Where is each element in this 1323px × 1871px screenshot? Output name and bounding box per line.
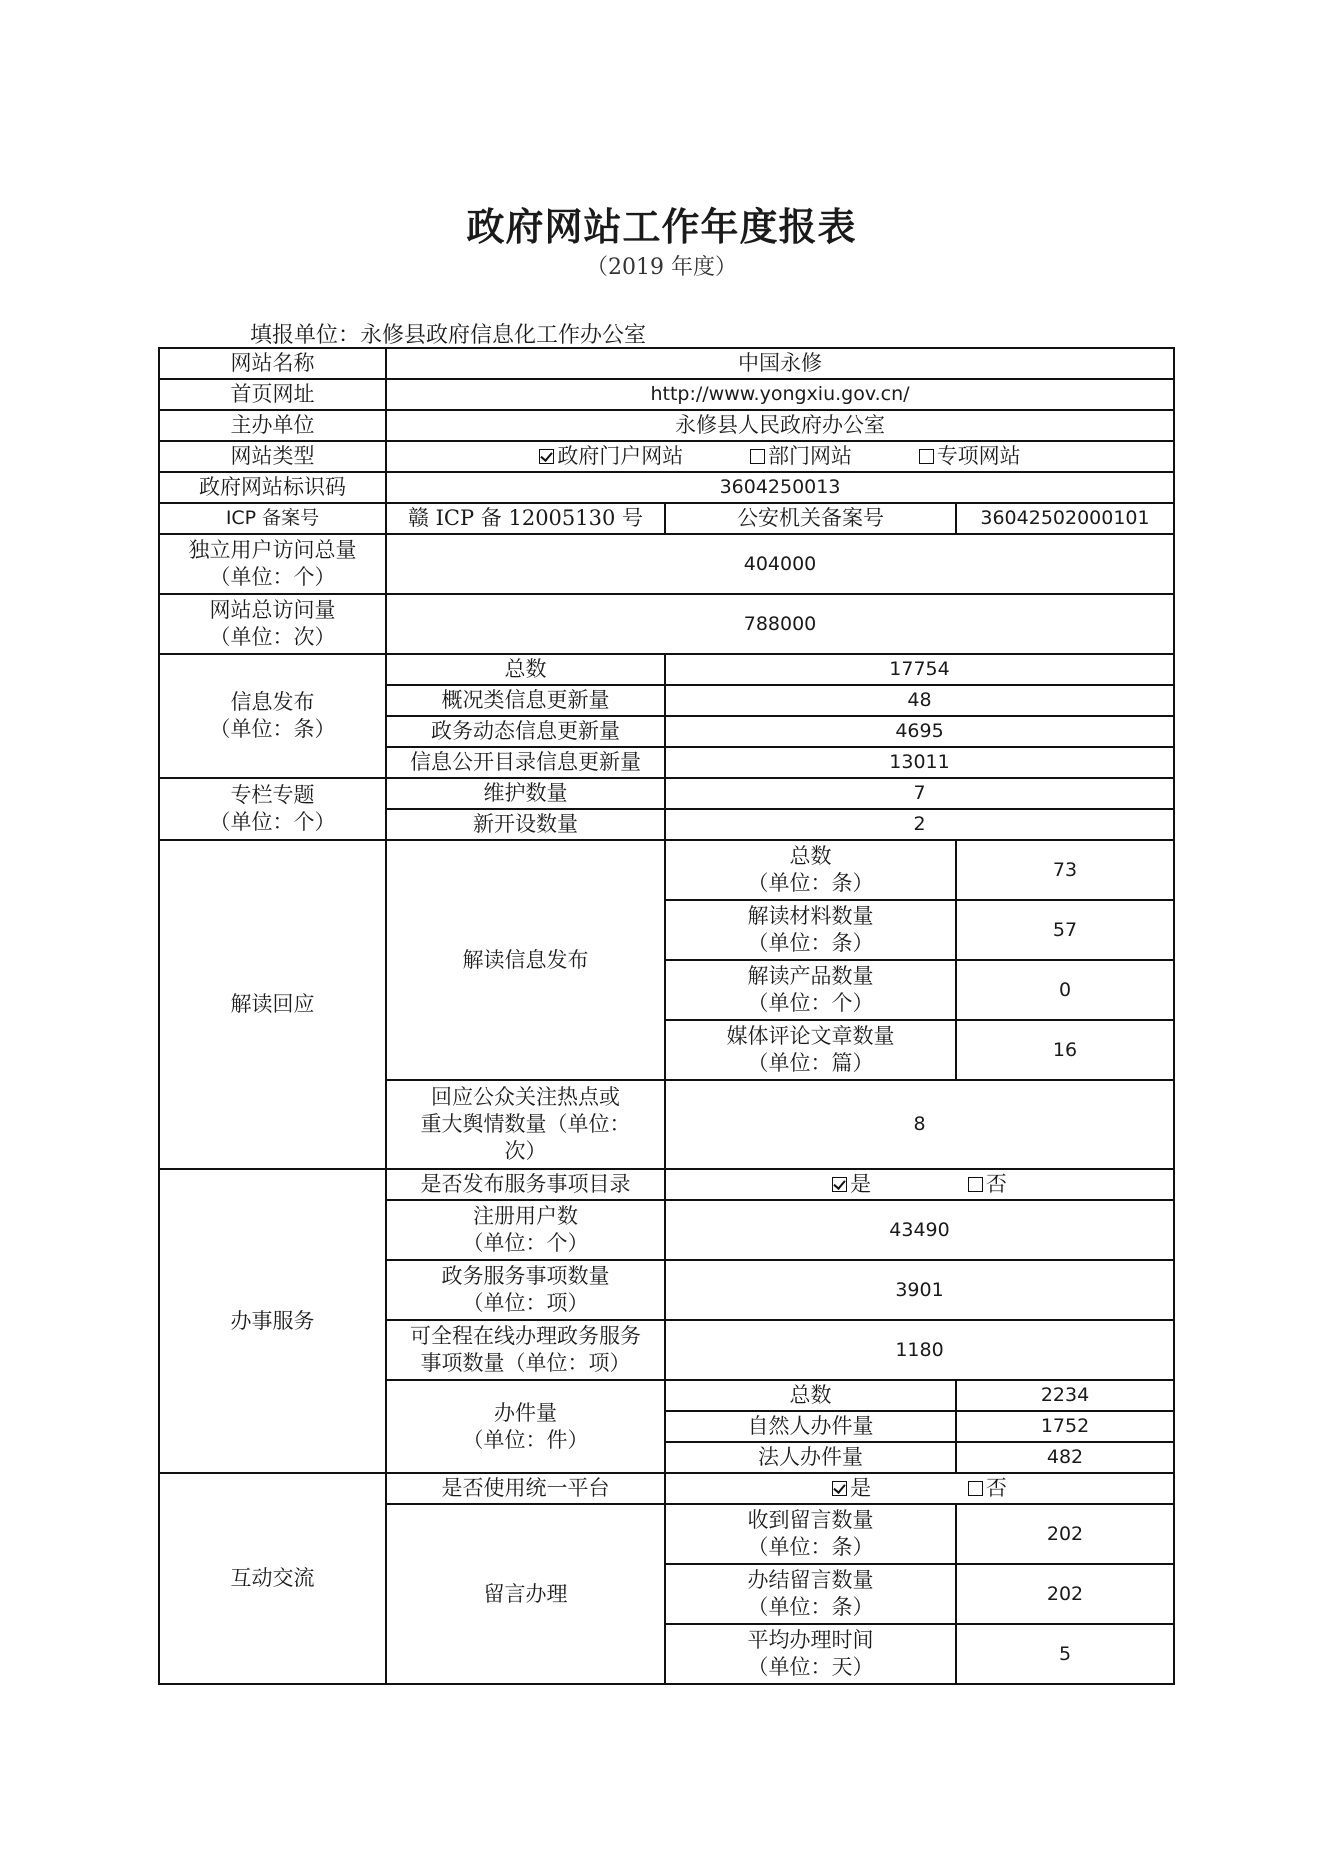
row-site-type — [159, 441, 1174, 472]
handled-unit: （单位：件） — [462, 1427, 589, 1452]
handled-item-value: 1752 — [956, 1411, 1174, 1442]
row-host — [159, 410, 1174, 441]
type-option-label: 专项网站 — [936, 444, 1021, 468]
info-item-value: 4695 — [665, 716, 1174, 747]
page-title: 政府网站工作年度报表 — [466, 205, 857, 249]
msg-item-title: 收到留言数量 — [747, 1508, 874, 1532]
checkbox-checked-icon — [539, 449, 554, 464]
no-label: 否 — [985, 1172, 1007, 1196]
handled-item-value: 2234 — [956, 1380, 1174, 1411]
type-option-special[interactable] — [919, 443, 1021, 470]
platform-no-option[interactable] — [968, 1475, 1007, 1502]
report-table — [158, 347, 1175, 1685]
items-unit: （单位：项） — [462, 1291, 589, 1315]
site-name-label: 网站名称 — [159, 348, 386, 379]
columns-item-value: 2 — [665, 809, 1174, 840]
response-label-line: 次） — [504, 1139, 547, 1163]
online-label-line: 可全程在线办理政务服务 — [410, 1324, 641, 1348]
msg-item-value: 202 — [956, 1564, 1174, 1624]
uv-unit: （单位：个） — [209, 565, 336, 589]
interpret-item-label — [665, 960, 956, 1020]
yes-label: 是 — [850, 1172, 872, 1196]
row-site-id — [159, 472, 1174, 503]
interpret-item-unit: （单位：条） — [747, 871, 874, 895]
homepage-url[interactable]: http://www.yongxiu.gov.cn/ — [386, 379, 1174, 410]
yes-label: 是 — [850, 1476, 872, 1500]
platform-choice — [665, 1473, 1174, 1504]
online-label — [386, 1320, 665, 1380]
interpret-item-value: 73 — [956, 840, 1174, 900]
columns-section-label — [159, 778, 386, 840]
response-label-line: 回应公众关注热点或 — [431, 1085, 620, 1109]
interpret-section-label: 解读回应 — [159, 840, 386, 1169]
columns-item-label: 新开设数量 — [386, 809, 665, 840]
row-columns-maintain — [159, 778, 1174, 809]
interpret-item-unit: （单位：篇） — [747, 1051, 874, 1075]
catalog-yes-option[interactable] — [832, 1171, 871, 1198]
police-label: 公安机关备案号 — [665, 503, 956, 534]
info-item-value: 17754 — [665, 654, 1174, 685]
pv-label — [159, 594, 386, 654]
catalog-choice — [665, 1169, 1174, 1200]
checkbox-empty-icon — [919, 449, 934, 464]
info-title: 信息发布 — [230, 690, 315, 714]
filler-unit: 填报单位：永修县政府信息化工作办公室 — [250, 323, 647, 348]
interpret-item-label — [665, 900, 956, 960]
items-label — [386, 1260, 665, 1320]
uv-value: 404000 — [386, 534, 1174, 594]
interpret-item-value: 16 — [956, 1020, 1174, 1080]
items-title: 政务服务事项数量 — [441, 1264, 610, 1288]
msg-item-unit: （单位：条） — [747, 1595, 874, 1619]
catalog-label: 是否发布服务事项目录 — [386, 1169, 665, 1200]
interpret-item-label — [665, 1020, 956, 1080]
row-service-catalog — [159, 1169, 1174, 1200]
handled-item-value: 482 — [956, 1442, 1174, 1473]
page-subtitle: （2019 年度） — [586, 255, 737, 280]
site-type-options — [386, 441, 1174, 472]
info-item-label: 概况类信息更新量 — [386, 685, 665, 716]
host-value: 永修县人民政府办公室 — [386, 410, 1174, 441]
row-site-name — [159, 348, 1174, 379]
users-unit: （单位：个） — [462, 1231, 589, 1255]
type-option-department[interactable] — [750, 443, 852, 470]
info-item-label: 政务动态信息更新量 — [386, 716, 665, 747]
row-info-total — [159, 654, 1174, 685]
no-label: 否 — [985, 1476, 1007, 1500]
platform-yes-option[interactable] — [832, 1475, 871, 1502]
msg-item-label — [665, 1504, 956, 1564]
info-unit: （单位：条） — [209, 717, 336, 741]
users-title: 注册用户数 — [473, 1204, 578, 1228]
interpret-item-unit: （单位：条） — [747, 931, 874, 955]
interpret-item-title: 解读材料数量 — [747, 904, 874, 928]
police-value: 36042502000101 — [956, 503, 1174, 534]
msg-item-unit: （单位：条） — [747, 1535, 874, 1559]
icp-label: ICP 备案号 — [159, 503, 386, 534]
users-value: 43490 — [665, 1200, 1174, 1260]
msg-label: 留言办理 — [386, 1504, 665, 1684]
pv-unit: （单位：次） — [209, 625, 336, 649]
pv-value: 788000 — [386, 594, 1174, 654]
info-section-label — [159, 654, 386, 778]
checkbox-checked-icon — [832, 1481, 847, 1496]
columns-unit: （单位：个） — [209, 810, 336, 834]
checkbox-empty-icon — [968, 1481, 983, 1496]
checkbox-checked-icon — [832, 1177, 847, 1192]
online-value: 1180 — [665, 1320, 1174, 1380]
catalog-no-option[interactable] — [968, 1171, 1007, 1198]
handled-label — [386, 1380, 665, 1473]
users-label — [386, 1200, 665, 1260]
info-item-label: 信息公开目录信息更新量 — [386, 747, 665, 778]
msg-item-unit: （单位：天） — [747, 1655, 874, 1679]
type-option-label: 政府门户网站 — [557, 444, 684, 468]
platform-label: 是否使用统一平台 — [386, 1473, 665, 1504]
handled-title: 办件量 — [494, 1400, 557, 1425]
columns-title: 专栏专题 — [230, 783, 315, 807]
uv-label — [159, 534, 386, 594]
handled-item-label: 自然人办件量 — [665, 1411, 956, 1442]
type-option-portal[interactable] — [539, 443, 683, 470]
info-item-value: 48 — [665, 685, 1174, 716]
row-interpret-total — [159, 840, 1174, 900]
pv-title: 网站总访问量 — [209, 598, 336, 622]
msg-item-title: 平均办理时间 — [747, 1628, 874, 1652]
online-label-line: 事项数量（单位：项） — [420, 1351, 631, 1375]
type-option-label: 部门网站 — [768, 444, 852, 468]
row-interaction-platform — [159, 1473, 1174, 1504]
homepage-label: 首页网址 — [159, 379, 386, 410]
interpret-publish-label: 解读信息发布 — [386, 840, 665, 1080]
columns-item-value: 7 — [665, 778, 1174, 809]
columns-item-label: 维护数量 — [386, 778, 665, 809]
interpret-item-title: 媒体评论文章数量 — [726, 1024, 895, 1048]
service-section-label: 办事服务 — [159, 1169, 386, 1473]
checkbox-empty-icon — [968, 1177, 983, 1192]
host-label: 主办单位 — [159, 410, 386, 441]
msg-item-title: 办结留言数量 — [747, 1568, 874, 1592]
msg-item-value: 5 — [956, 1624, 1174, 1684]
interpret-item-title: 总数 — [789, 844, 832, 868]
msg-item-label — [665, 1564, 956, 1624]
icp-value: 赣 ICP 备 12005130 号 — [386, 503, 665, 534]
info-item-label: 总数 — [386, 654, 665, 685]
row-uv — [159, 534, 1174, 594]
response-label-line: 重大舆情数量（单位： — [420, 1112, 631, 1136]
interpret-item-unit: （单位：个） — [747, 991, 874, 1015]
info-item-value: 13011 — [665, 747, 1174, 778]
items-value: 3901 — [665, 1260, 1174, 1320]
msg-item-label — [665, 1624, 956, 1684]
checkbox-empty-icon — [750, 449, 765, 464]
interpret-item-title: 解读产品数量 — [747, 964, 874, 988]
response-label — [386, 1080, 665, 1169]
interpret-item-value: 0 — [956, 960, 1174, 1020]
row-icp — [159, 503, 1174, 534]
interpret-item-label — [665, 840, 956, 900]
interpret-item-value: 57 — [956, 900, 1174, 960]
site-type-label: 网站类型 — [159, 441, 386, 472]
response-value: 8 — [665, 1080, 1174, 1169]
uv-title: 独立用户访问总量 — [188, 538, 357, 562]
site-id-label: 政府网站标识码 — [159, 472, 386, 503]
site-id-value: 3604250013 — [386, 472, 1174, 503]
site-name-value: 中国永修 — [386, 348, 1174, 379]
row-homepage — [159, 379, 1174, 410]
row-pv — [159, 594, 1174, 654]
handled-item-label: 法人办件量 — [665, 1442, 956, 1473]
handled-item-label: 总数 — [665, 1380, 956, 1411]
msg-item-value: 202 — [956, 1504, 1174, 1564]
interaction-section-label: 互动交流 — [159, 1473, 386, 1684]
